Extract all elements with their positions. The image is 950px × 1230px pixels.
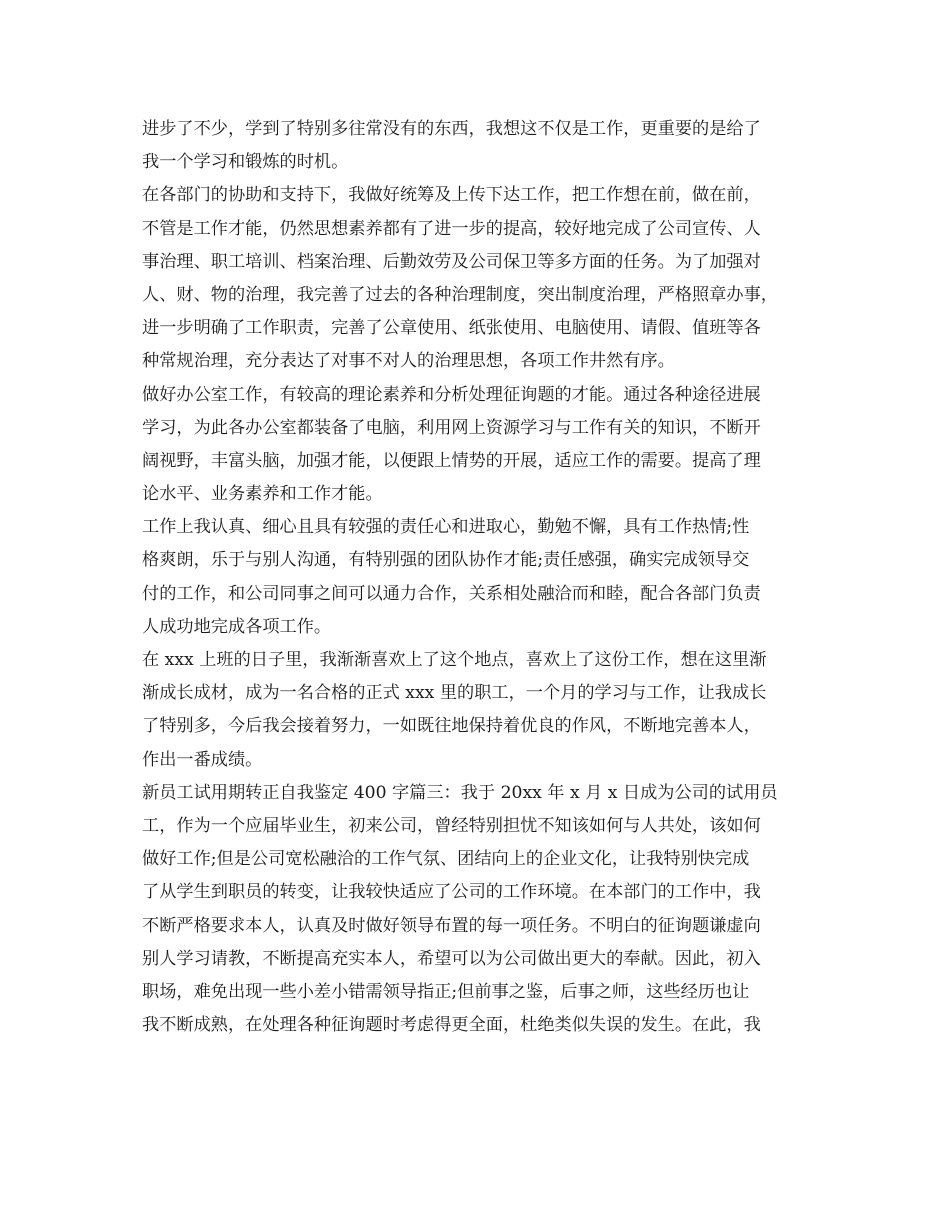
text-line: 了特别多，今后我会接着努力，一如既往地保持着优良的作风，不断地完善本人， [142, 716, 761, 737]
text-line: 人、财、物的治理，我完善了过去的各种治理制度，突出制度治理，严格照章办事， [142, 284, 778, 305]
text-line: 格爽朗，乐于与别人沟通，有特别强的团队协作才能;责任感强，确实完成领导交 [142, 550, 750, 571]
text-line: 我不断成熟，在处理各种征询题时考虑得更全面，杜绝类似失误的发生。在此，我 [142, 1015, 761, 1036]
text-line: 工，作为一个应届毕业生，初来公司，曾经特别担忧不知该如何与人共处，该如何 [142, 815, 761, 836]
text-line: 论水平、业务素养和工作才能。 [142, 484, 383, 505]
text-line: 作出一番成绩。 [142, 749, 263, 770]
text-line: 在 xxx 上班的日子里，我渐渐喜欢上了这个地点，喜欢上了这份工作，想在这里渐 [142, 650, 767, 670]
text-line: 阔视野，丰富头脑，加强才能，以便跟上情势的开展，适应工作的需要。提高了理 [142, 450, 761, 471]
text-line: 人成功地完成各项工作。 [142, 616, 332, 637]
text-line: 事治理、职工培训、档案治理、后勤效劳及公司保卫等多方面的任务。为了加强对 [142, 251, 761, 272]
text-line: 了从学生到职员的转变，让我较快适应了公司的工作环境。在本部门的工作中，我 [142, 882, 761, 903]
text-line: 在各部门的协助和支持下，我做好统筹及上传下达工作，把工作想在前，做在前， [142, 185, 761, 206]
text-line: 职场，难免出现一些小差小错需领导指正;但前事之鉴，后事之师，这些经历也让 [142, 981, 750, 1002]
text-line: 渐成长成材，成为一名合格的正式 xxx 里的职工，一个月的学习与工作，让我成长 [142, 683, 767, 704]
text-line: 不管是工作才能，仍然思想素养都有了进一步的提高，较好地完成了公司宣传、人 [142, 218, 761, 239]
text-line: 做好办公室工作，有较高的理论素养和分析处理征询题的才能。通过各种途径进展 [142, 384, 761, 405]
document-body [142, 113, 822, 1042]
text-line: 进步了不少，学到了特别多往常没有的东西，我想这不仅是工作，更重要的是给了 [142, 119, 761, 139]
text-line: 新员工试用期转正自我鉴定 400 字篇三：我于 20xx 年 x 月 x 日成为公司的试用员 [142, 782, 778, 803]
text-line: 别人学习请教，不断提高充实本人，希望可以为公司做出更大的奉献。因此，初入 [142, 948, 761, 969]
text-line: 我一个学习和锻炼的时机。 [142, 152, 349, 173]
text-line: 进一步明确了工作职责，完善了公章使用、纸张使用、电脑使用、请假、值班等各 [142, 318, 761, 339]
text-line: 付的工作，和公司同事之间可以通力合作，关系相处融洽而和睦，配合各部门负责 [142, 583, 761, 604]
text-line: 工作上我认真、细心且具有较强的责任心和进取心，勤勉不懈，具有工作热情;性 [142, 517, 750, 538]
text-line: 学习，为此各办公室都装备了电脑，利用网上资源学习与工作有关的知识，不断开 [142, 417, 761, 438]
text-line: 做好工作;但是公司宽松融洽的工作气氛、团结向上的企业文化，让我特别快完成 [142, 849, 750, 870]
text-line: 不断严格要求本人，认真及时做好领导布置的每一项任务。不明白的征询题谦虚向 [142, 915, 761, 936]
text-line: 种常规治理，充分表达了对事不对人的治理思想，各项工作井然有序。 [142, 351, 675, 372]
